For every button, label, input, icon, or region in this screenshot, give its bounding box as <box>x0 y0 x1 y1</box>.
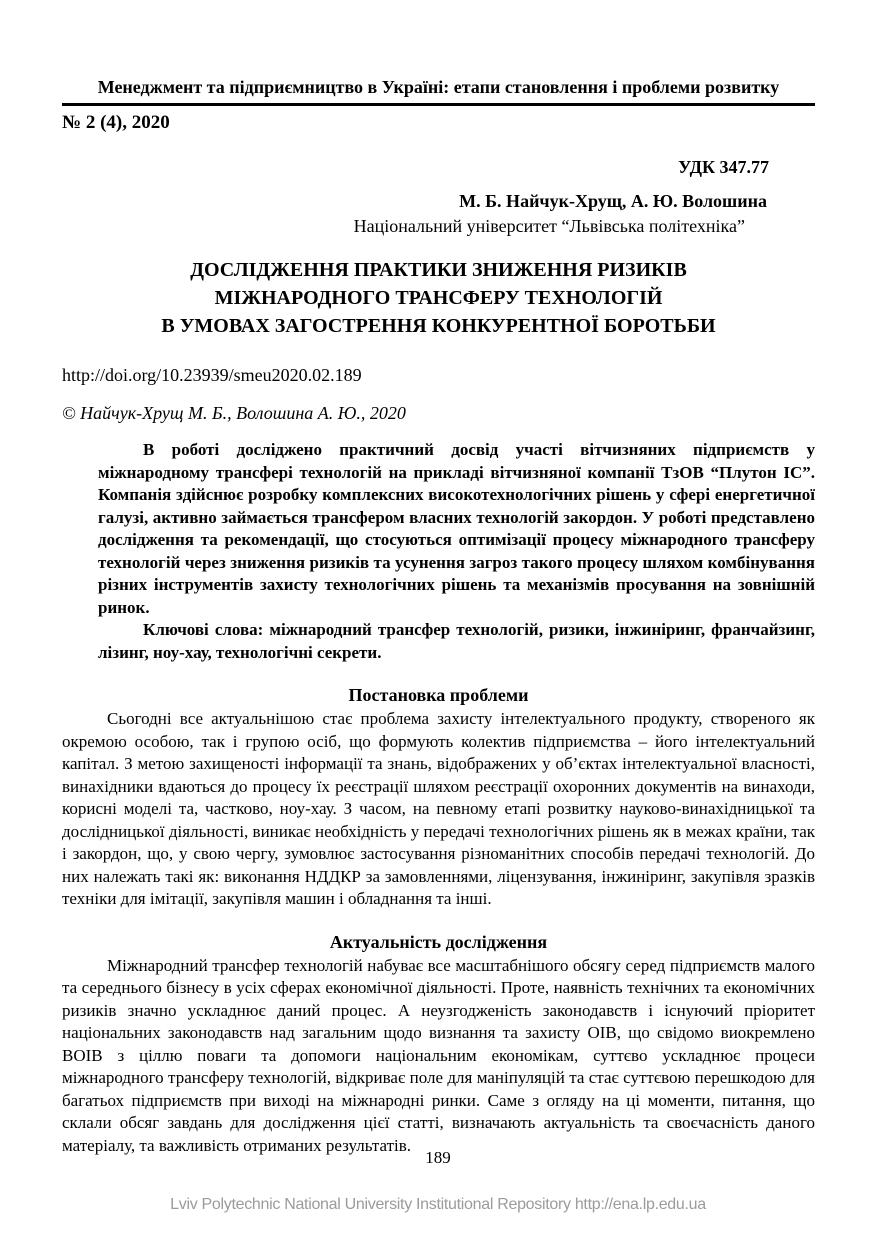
udk-code: УДК 347.77 <box>678 157 769 177</box>
problem-statement-paragraph: Сьогодні все актуальнішою стає проблема захисту інтелектуального продукту, створеного як окремою особою, так і групою осіб, що формують колектив підприємства – його інтелектуальний капітал. З метою захищеності інформації та знань, відображених у об’єктах інтелектуальної власності, винахідники вдаються до процесу їх реєстрації шляхом реєстрації охоронних документів на винаходи, корисні моделі та, частково, ноу-хау. З часом, на певному етапі розвитку науково-винахідницької та дослідницької діяльності, виникає необхідність у передачі технологічних рішень як в межах країни, так і закордон, що, у свою чергу, зумовлює застосування різноманітних способів передачі технологій. До них належать такі як: виконання НДДКР за замовленнями, ліцензування, інжиніринг, закупівля зразків техніки для імітації, закупівля машин і обладнання та інші. <box>62 709 815 908</box>
section-heading-problem-statement: Постановка проблеми <box>348 685 529 705</box>
article-title-line-2: МІЖНАРОДНОГО ТРАНСФЕРУ ТЕХНОЛОГІЙ <box>214 287 663 309</box>
copyright-line: © Найчук-Хрущ М. Б., Волошина А. Ю., 2020 <box>62 403 406 423</box>
article-title <box>62 256 815 340</box>
article-title-line-3: В УМОВАХ ЗАГОСТРЕННЯ КОНКУРЕНТНОЇ БОРОТЬБИ <box>161 315 716 337</box>
authors-affiliation: Національний університет “Львівська політехніка” <box>353 216 745 236</box>
authors-names: М. Б. Найчук-Хрущ, А. Ю. Волошина <box>459 191 767 211</box>
repository-footer: Lviv Polytechnic National University Institutional Repository http://ena.lp.edu.ua <box>170 1196 706 1213</box>
authors-block <box>62 190 815 238</box>
journal-title: Менеджмент та підприємництво в Україні: етапи становлення і проблеми розвитку <box>62 76 815 106</box>
keywords-paragraph: Ключові слова: міжнародний трансфер технологій, ризики, інжиніринг, франчайзинг, лізинг, ноу-хау, технологічні секрети. <box>98 620 815 662</box>
section-heading-research-relevance: Актуальність дослідження <box>329 931 548 952</box>
issue-number: № 2 (4), 2020 <box>62 112 170 133</box>
article-title-line-1: ДОСЛІДЖЕННЯ ПРАКТИКИ ЗНИЖЕННЯ РИЗИКІВ <box>190 259 687 281</box>
doi-link[interactable]: http://doi.org/10.23939/smeu2020.02.189 <box>62 365 362 385</box>
abstract-block <box>98 439 815 664</box>
abstract-paragraph: В роботі досліджено практичний досвід участі вітчизняних підприємств у міжнародному трансфері технологій на прикладі вітчизняної компанії ТзОВ “Плутон ІС”. Компанія здійснює розробку комплексних високотехнологічних рішень у сфері енергетичної галузі, активно займається трансфером власних технологій закордон. У роботі представлено дослідження та рекомендації, що стосуються оптимізації процесу міжнародного трансферу технологій через зниження ризиків та усунення загроз такого процесу шляхом комбінування різних інструментів захисту технологічних рішень та механізмів просування на зовнішній ринок. <box>98 440 815 617</box>
research-relevance-paragraph: Міжнародний трансфер технологій набуває все масштабнішого обсягу серед підприємств малого та середнього бізнесу в усіх сферах економічної діяльності. Проте, наявність технічних та економічних ризиків значно ускладнює даний процес. А неузгодженість законодавств і існуючий пріоритет національних законодавств над загальним щодо визнання та захисту ОІВ, що свідомо виокремлено ВОІВ з ціллю поваги та допомоги національним економікам, суттєво ускладнює процеси міжнародного трансферу технологій, відкриває поле для маніпуляцій та стає суттєвою перешкодою для багатьох підприємств при виході на міжнародні ринки. Саме з огляду на ці моменти, питання, що склали обсяг завдань для дослідження цієї статті, визначають актуальність та своєчасність даного матеріалу, та важливість отриманих результатів. <box>62 955 815 1155</box>
page-number: 189 <box>425 1148 451 1167</box>
